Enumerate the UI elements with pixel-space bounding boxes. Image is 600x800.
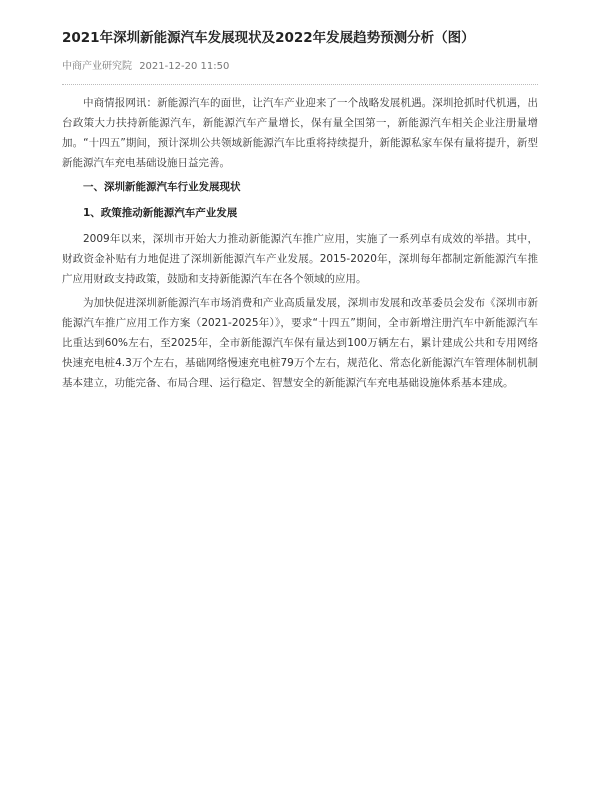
article-datetime: 2021-12-20 11:50 <box>139 61 230 72</box>
body-paragraph-plan: 为加快促进深圳新能源汽车市场消费和产业高质量发展，深圳市发展和改革委员会发布《深圳市新能源汽车推广应用工作方案（2021-2025年）》，要求“十四五”期间，全市新增注册汽车中新能源汽车比重达到60%左右，至2025年，全市新能源汽车保有量达到100万辆左右，累计建成公共和专用网络快速充电桩4.3万个左右，基础网络慢速充电桩79万个左右，规范化、常态化新能源汽车管理体制机制基本建立，功能完备、布局合理、运行稳定、智慧安全的新能源汽车充电基础设施体系基本建成。 <box>62 297 538 389</box>
article-meta <box>62 60 538 85</box>
subsection-heading: 1、政策推动新能源汽车产业发展 <box>83 207 238 219</box>
article-source: 中商产业研究院 <box>62 61 132 72</box>
section-heading: 一、深圳新能源汽车行业发展现状 <box>83 181 241 193</box>
body-paragraph-policy: 2009年以来，深圳市开始大力推动新能源汽车推广应用，实施了一系列卓有成效的举措。其中，财政资金补贴有力地促进了深圳新能源汽车产业发展。2015-2020年，深圳每年都制定新能源汽车推广应用财政支持政策，鼓励和支持新能源汽车在各个领域的应用。 <box>62 233 538 285</box>
intro-paragraph: 中商情报网讯：新能源汽车的面世，让汽车产业迎来了一个战略发展机遇。深圳抢抓时代机遇，出台政策大力扶持新能源汽车，新能源汽车产量增长，保有量全国第一，新能源汽车相关企业注册量增加。“十四五”期间，预计深圳公共领域新能源汽车比重将持续提升，新能源私家车保有量将提升，新型新能源汽车充电基础设施日益完善。 <box>62 97 538 169</box>
article-title: 2021年深圳新能源汽车发展现状及2022年发展趋势预测分析（图） <box>62 30 475 46</box>
article-body <box>62 93 538 393</box>
